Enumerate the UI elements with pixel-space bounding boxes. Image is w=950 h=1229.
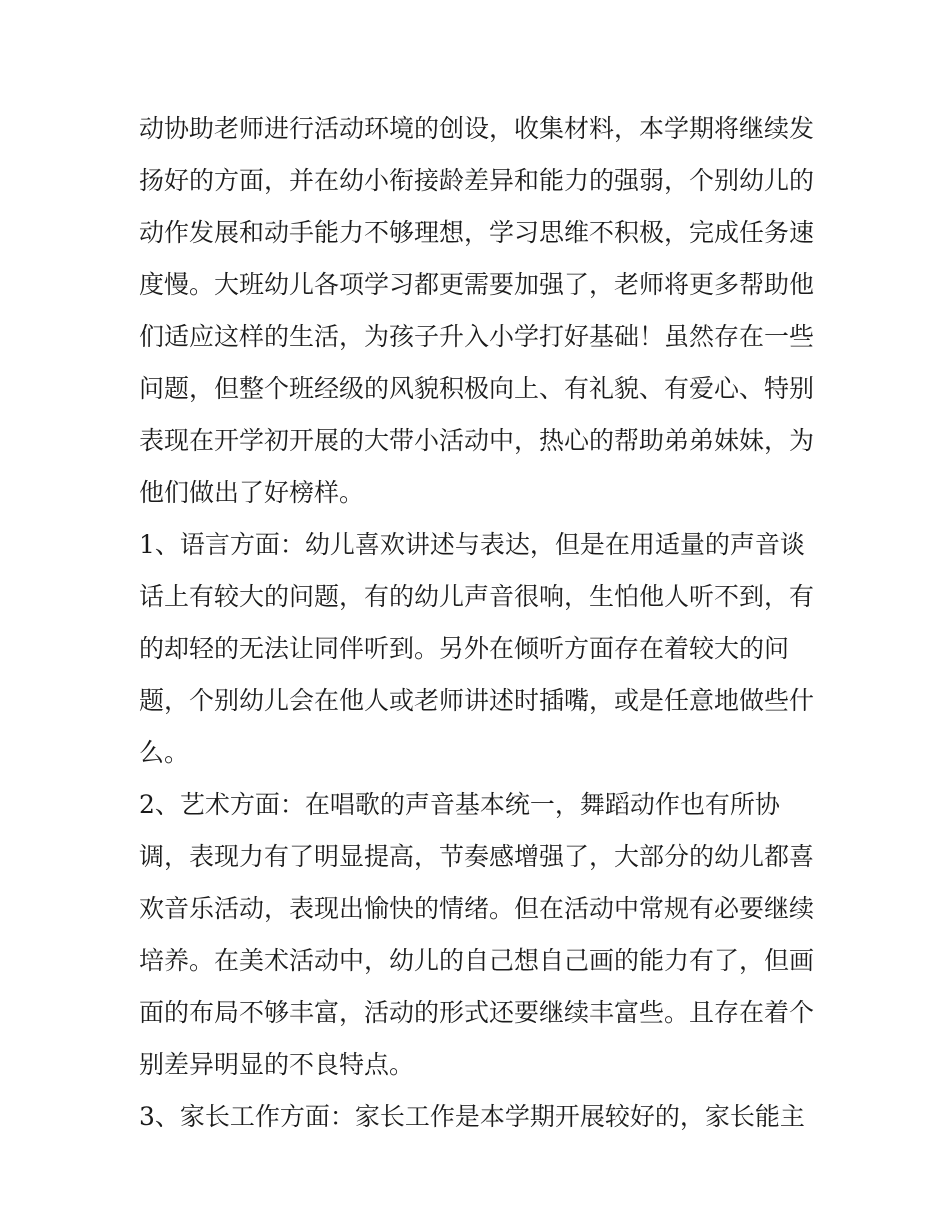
text-line: 别差异明显的不良特点。 [139, 1050, 415, 1079]
text-line: 话上有较大的问题，有的幼儿声音很响，生怕他人听不到，有 [139, 582, 815, 611]
text-line: 调，表现力有了明显提高，节奏感增强了，大部分的幼儿都喜 [139, 842, 815, 871]
text-line: 们适应这样的生活，为孩子升入小学打好基础！虽然存在一些 [139, 322, 815, 351]
text-line: 他们做出了好榜样。 [139, 478, 365, 507]
document-body [139, 103, 814, 1143]
text-line: 的却轻的无法让同伴听到。另外在倾听方面存在着较大的问 [139, 634, 790, 663]
text-line: 动作发展和动手能力不够理想，学习思维不积极，完成任务速 [139, 218, 815, 247]
text-line: 问题，但整个班经级的风貌积极向上、有礼貌、有爱心、特别 [139, 374, 815, 403]
text-line: 欢音乐活动，表现出愉快的情绪。但在活动中常规有必要继续 [139, 894, 815, 923]
text-line: 题，个别幼儿会在他人或老师讲述时插嘴，或是任意地做些什 [139, 686, 815, 715]
text-line: 么。 [139, 738, 190, 767]
text-line: 3、家长工作方面：家长工作是本学期开展较好的，家长能主 [139, 1102, 805, 1131]
text-line: 培养。在美术活动中，幼儿的自己想自己画的能力有了，但画 [139, 946, 815, 975]
text-line: 动协助老师进行活动环境的创设，收集材料，本学期将继续发 [139, 114, 815, 143]
text-line: 面的布局不够丰富，活动的形式还要继续丰富些。且存在着个 [139, 998, 815, 1027]
text-line: 1、语言方面：幼儿喜欢讲述与表达，但是在用适量的声音谈 [139, 530, 805, 559]
text-line: 2、艺术方面：在唱歌的声音基本统一，舞蹈动作也有所协 [139, 790, 780, 819]
text-line: 度慢。大班幼儿各项学习都更需要加强了，老师将更多帮助他 [139, 270, 815, 299]
text-line: 表现在开学初开展的大带小活动中，热心的帮助弟弟妹妹，为 [139, 426, 815, 455]
text-line: 扬好的方面，并在幼小衔接龄差异和能力的强弱，个别幼儿的 [139, 166, 815, 195]
